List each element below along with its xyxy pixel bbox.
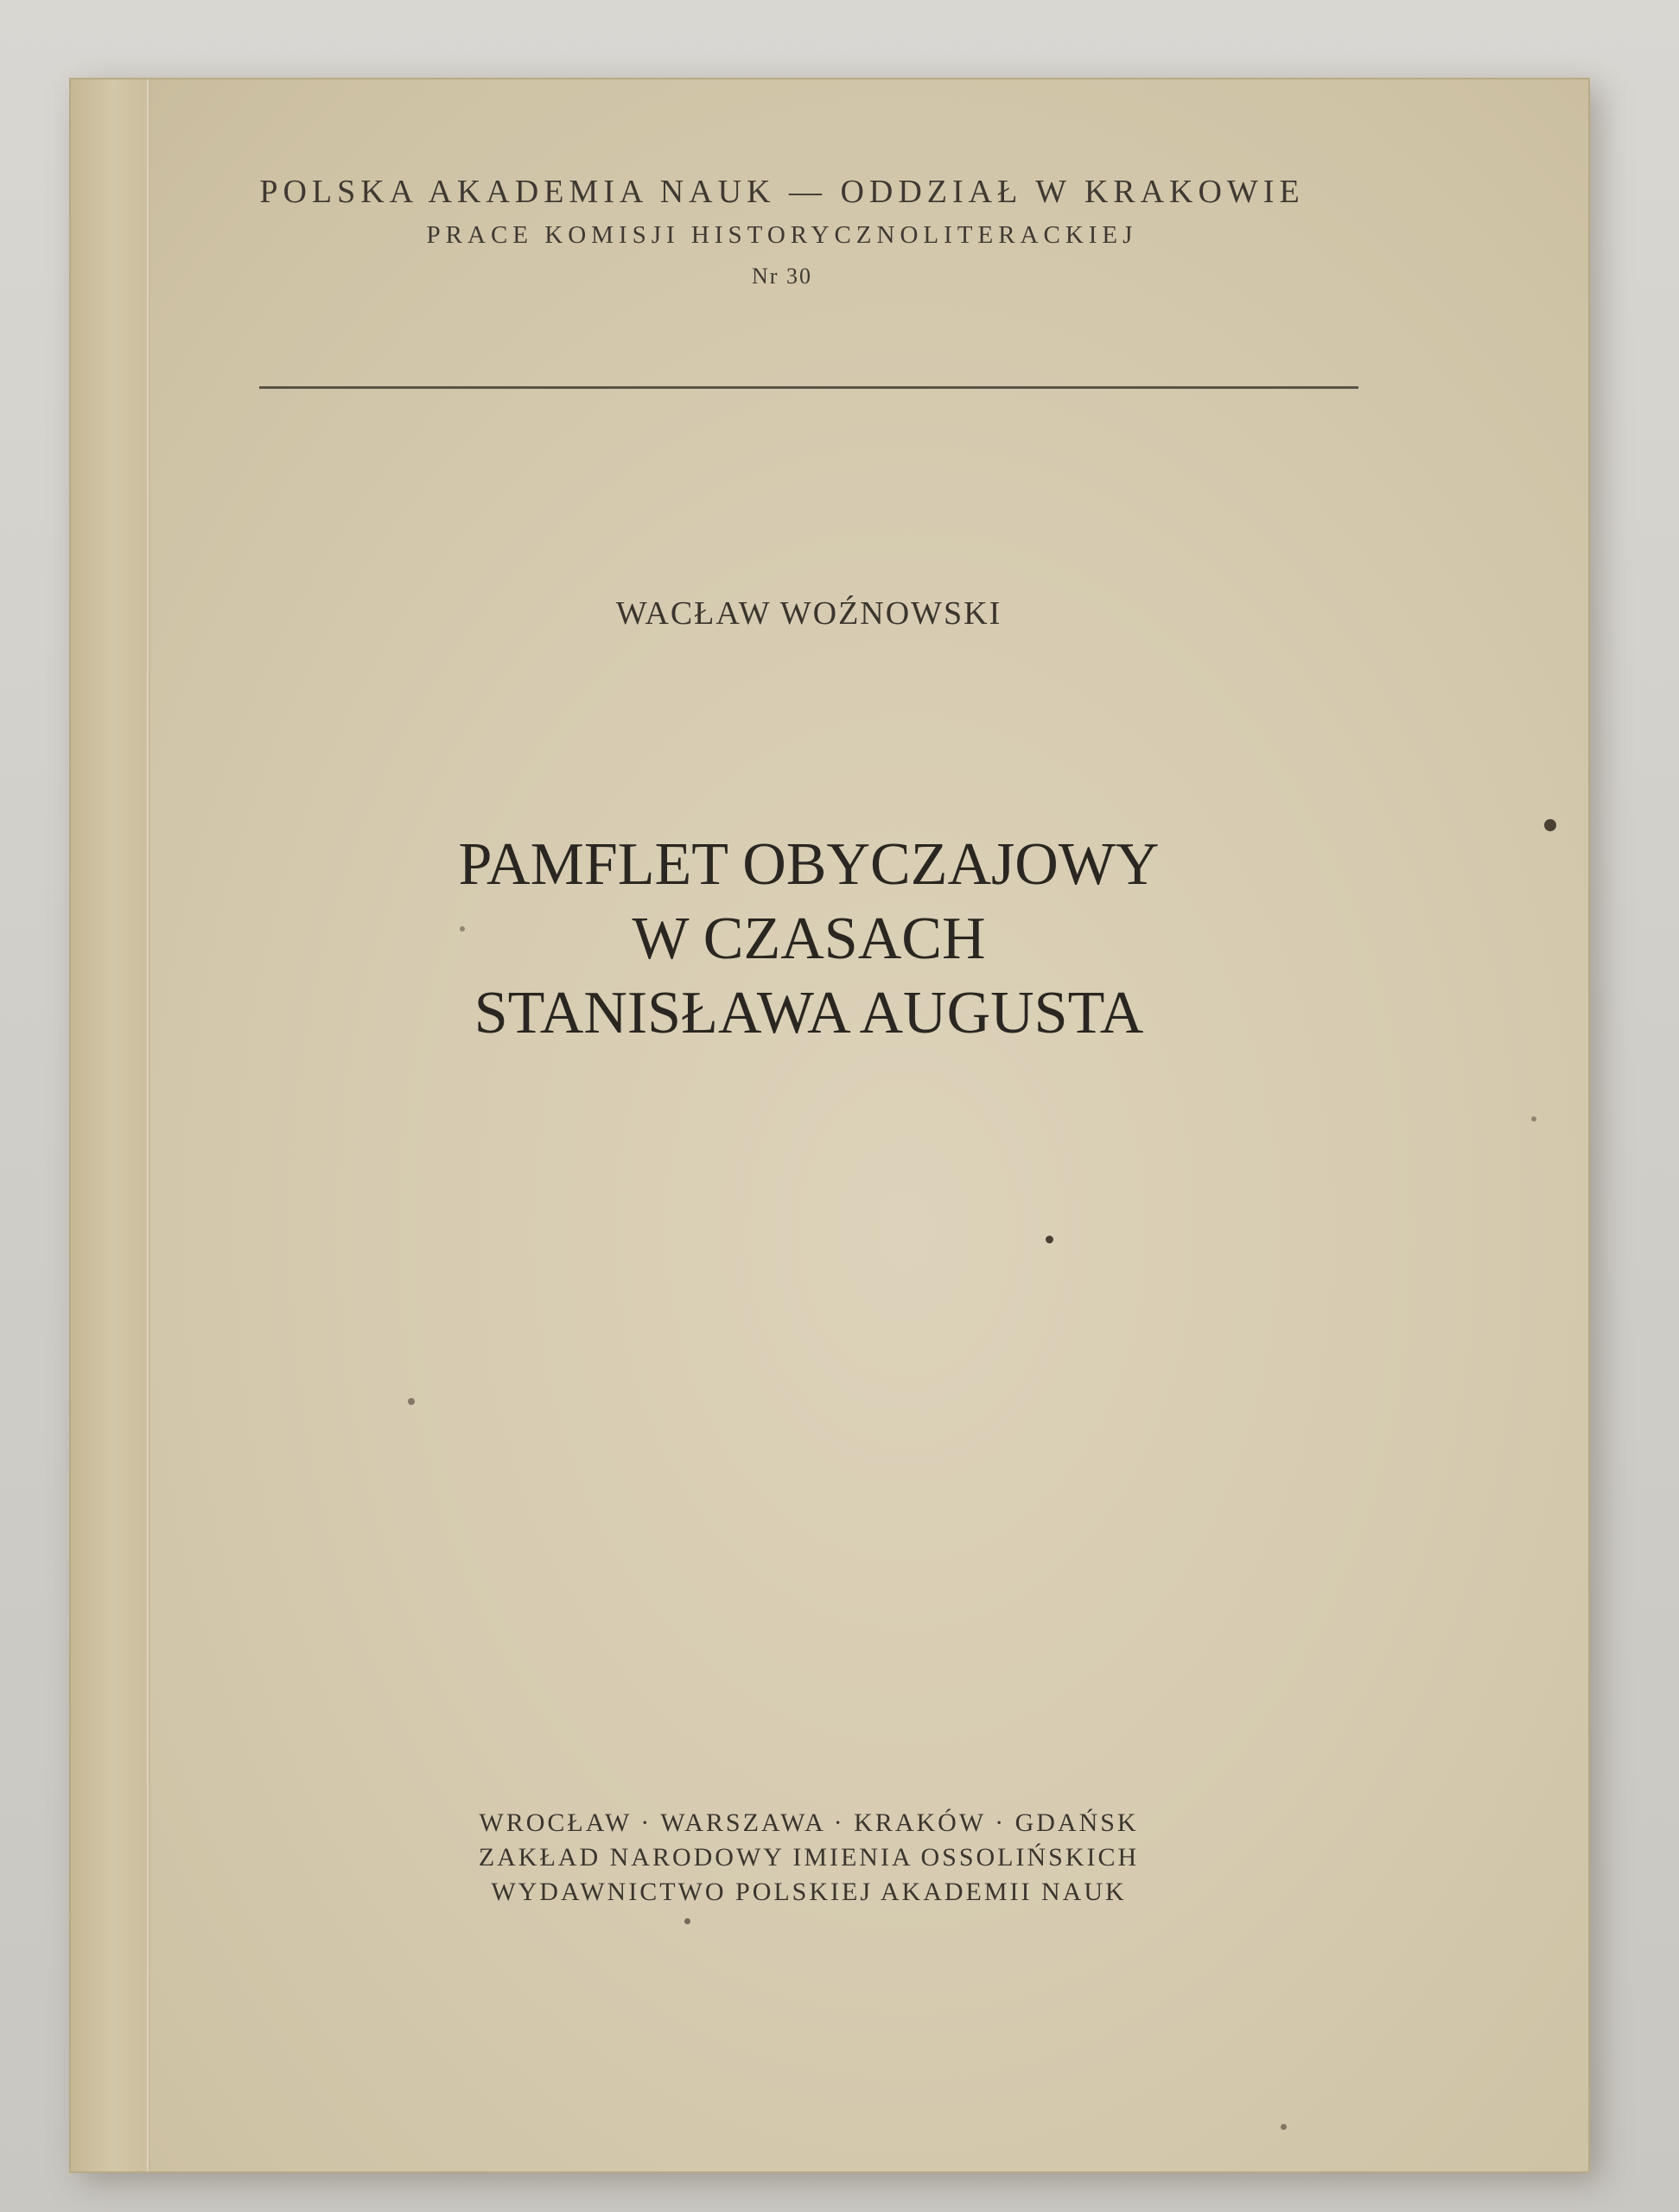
title-line-3: STANISŁAWA AUGUSTA: [474, 980, 1144, 1046]
imprint-publisher: ZAKŁAD NARODOWY IMIENIA OSSOLIŃSKICH: [478, 1843, 1140, 1872]
book-title: [259, 828, 1358, 1051]
title-line-2: W CZASACH: [632, 906, 986, 972]
author-name: WACŁAW WOŹNOWSKI: [615, 595, 1002, 632]
series-line: PRACE KOMISJI HISTORYCZNOLITERACKIEJ: [426, 221, 1138, 249]
academy-line: POLSKA AKADEMIA NAUK — ODDZIAŁ W KRAKOWIE: [259, 174, 1305, 210]
spine-fold: [71, 79, 149, 2171]
header-rule: [259, 386, 1358, 389]
imprint-cities: WROCŁAW · WARSZAWA · KRAKÓW · GDAŃSK: [479, 1808, 1139, 1837]
paper-speck: [1046, 1236, 1053, 1243]
title-line-1: PAMFLET OBYCZAJOWY: [458, 831, 1160, 898]
publisher-imprint: [259, 1806, 1358, 1910]
paper-speck: [408, 1398, 415, 1405]
paper-speck: [684, 1918, 690, 1924]
imprint-academy-press: WYDAWNICTWO POLSKIEJ AKADEMII NAUK: [491, 1878, 1127, 1906]
paper-speck: [1544, 819, 1556, 831]
paper-speck: [1281, 2124, 1287, 2130]
spine-crease: [147, 79, 150, 2171]
paper-speck: [1531, 1116, 1536, 1122]
series-header: [156, 171, 1409, 296]
series-number: Nr 30: [752, 264, 812, 289]
